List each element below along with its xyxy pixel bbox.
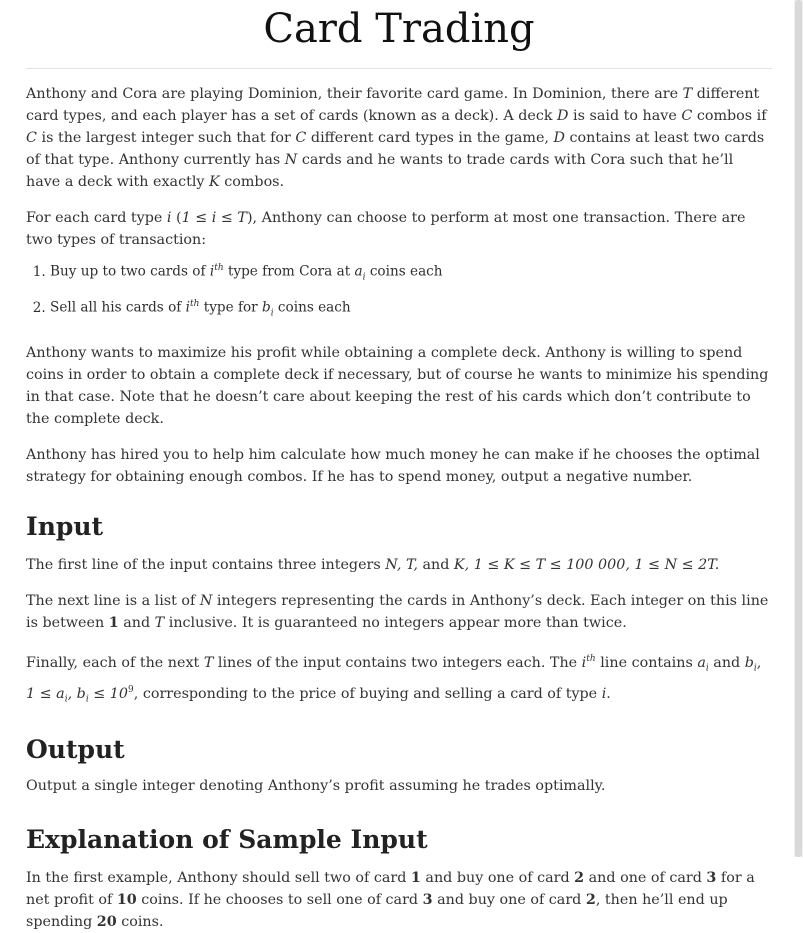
output-paragraph: Output a single integer denoting Anthony’s profit assuming he trades optimally. — [26, 777, 606, 794]
input-heading: Input — [26, 511, 104, 541]
explanation-heading: Explanation of Sample Input — [26, 824, 428, 854]
list-item: 1. Buy up to two cards of $i^{th}$ type from Cora at $a_i$ coins each — [50, 255, 772, 291]
scrollbar-track[interactable] — [794, 0, 803, 857]
input-paragraph-3: Finally, each of the next T lines of the input contains two integers each. The $i^{th}$ line contains $a_i$ and $b_i$, $1 \le a_i$, $b_i \le 10^9$, corresponding to the price of buying and selling a card of type i. — [26, 653, 762, 705]
scrollbar-thumb[interactable] — [795, 0, 802, 857]
transaction-list — [26, 255, 772, 328]
transactions-paragraph: For each card type i (1 ≤ i ≤ T), Anthony can choose to perform at most one transaction. There are two types of transaction: — [26, 210, 746, 248]
list-item: 2. Sell all his cards of $i^{th}$ type for $b_i$ coins each — [50, 291, 772, 327]
page-title: Card Trading — [26, 0, 772, 69]
problem-statement — [26, 0, 772, 933]
intro-paragraph: Anthony and Cora are playing Dominion, their favorite card game. In Dominion, there are T different card types, and each player has a set of cards (known as a deck). A deck D is said to have C combos if C is the largest integer such that for C different card types in the game, D contains at least two cards of that type. Anthony currently has N cards and he wants to trade cards with Cora such that he’ll have a deck with exactly K combos. — [26, 86, 767, 190]
explanation-paragraph: In the first example, Anthony should sell two of card 1 and buy one of card 2 and one of card 3 for a net profit of 10 coins. If he chooses to sell one of card 3 and buy one of card 2, then he’ll end up spending 20 coins. — [26, 869, 755, 930]
input-paragraph-1: The first line of the input contains three integers N, T, and K, 1 ≤ K ≤ T ≤ 100 000, 1 ≤ N ≤ 2T. — [26, 556, 720, 573]
output-heading: Output — [26, 734, 125, 764]
hired-paragraph: Anthony has hired you to help him calculate how much money he can make if he chooses the optimal strategy for obtaining enough combos. If he has to spend money, output a negative number. — [26, 446, 760, 485]
maximize-paragraph: Anthony wants to maximize his profit while obtaining a complete deck. Anthony is willing to spend coins in order to obtain a complete deck if necessary, but of course he wants to minimize his spending in that case. Note that he doesn’t care about keeping the rest of his cards which don’t contribute to the complete deck. — [26, 344, 769, 427]
input-paragraph-2: The next line is a list of N integers representing the cards in Anthony’s deck. Each integer on this line is between 1 and T inclusive. It is guaranteed no integers appear more than twice. — [26, 592, 769, 631]
